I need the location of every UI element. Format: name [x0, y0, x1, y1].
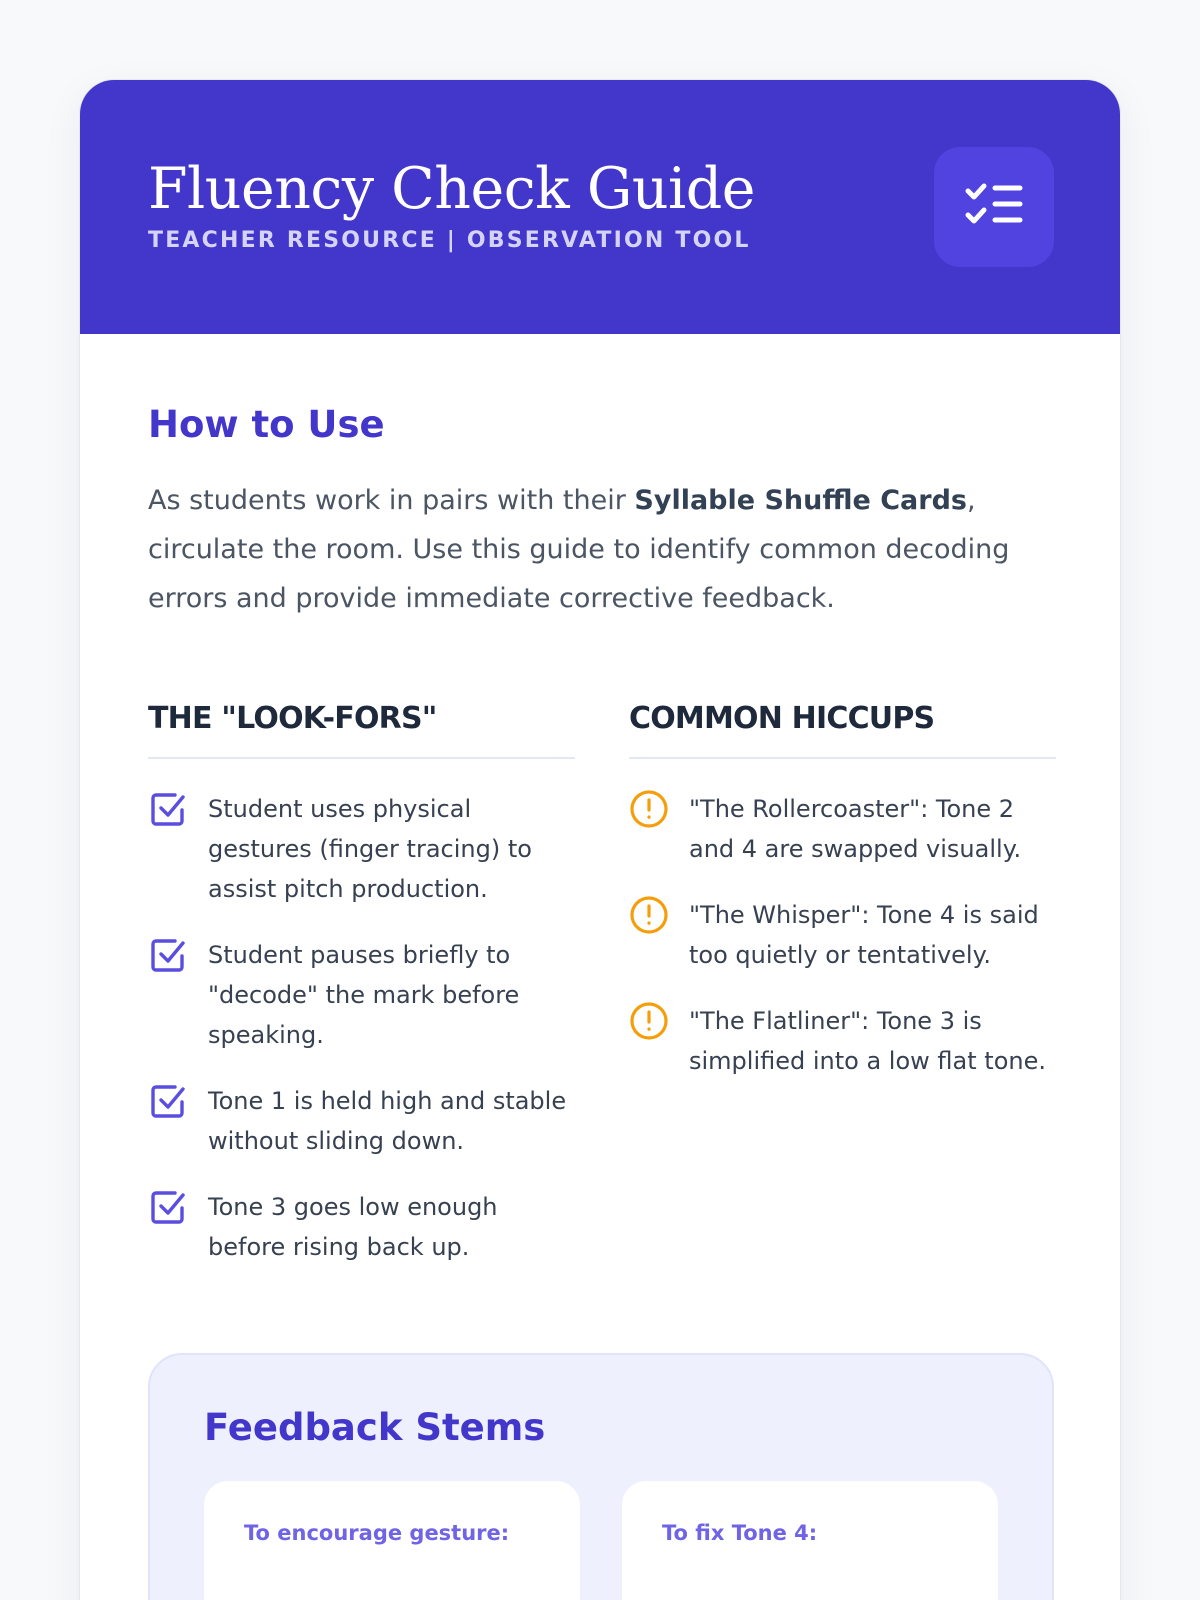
- checkbox-checked-icon: [148, 1081, 188, 1121]
- feedback-stems-list: [204, 1481, 998, 1600]
- checkbox-checked-icon: [148, 935, 188, 975]
- columns: [148, 701, 1054, 1293]
- look-for-item: [148, 935, 575, 1055]
- look-for-item: [148, 789, 575, 909]
- alert-circle-icon: [629, 789, 669, 829]
- hiccup-text: "The Rollercoaster": Tone 2 and 4 are swapped visually.: [689, 795, 1022, 863]
- alert-circle-icon: [629, 1001, 669, 1041]
- hiccups-column: [629, 701, 1056, 1293]
- hiccup-text: "The Whisper": Tone 4 is said too quietly or tentatively.: [689, 901, 1039, 969]
- hiccup-item: [629, 1001, 1056, 1081]
- look-for-text: Student pauses briefly to "decode" the mark before speaking.: [208, 941, 520, 1049]
- page-title: Fluency Check Guide: [148, 156, 756, 222]
- checkbox-checked-icon: [148, 789, 188, 829]
- feedback-stems-title: Feedback Stems: [204, 1406, 546, 1449]
- look-for-text: Tone 3 goes low enough before rising back up.: [208, 1193, 498, 1261]
- feedback-stem-label: To encourage gesture:: [244, 1521, 510, 1545]
- how-to-use-title: How to Use: [148, 403, 385, 446]
- checklist-icon: [934, 147, 1054, 267]
- hiccup-item: [629, 789, 1056, 869]
- look-for-text: Student uses physical gestures (finger tracing) to assist pitch production.: [208, 795, 532, 903]
- look-fors-list: [148, 789, 575, 1267]
- feedback-stems-panel: [148, 1353, 1054, 1600]
- hiccup-item: [629, 895, 1056, 975]
- hiccup-text: "The Flatliner": Tone 3 is simplified into a low flat tone.: [689, 1007, 1046, 1075]
- look-for-text: Tone 1 is held high and stable without sliding down.: [208, 1087, 567, 1155]
- intro-text-end: , circulate the room. Use this guide to identify common decoding errors and provide immediate corrective feedback.: [148, 485, 1010, 614]
- hiccups-list: [629, 789, 1056, 1081]
- look-for-item: [148, 1187, 575, 1267]
- look-fors-heading: THE "LOOK-FORS": [148, 701, 575, 759]
- page-subtitle: TEACHER RESOURCE | OBSERVATION TOOL: [148, 228, 751, 253]
- checkbox-checked-icon: [148, 1187, 188, 1227]
- alert-circle-icon: [629, 895, 669, 935]
- look-fors-column: [148, 701, 575, 1293]
- feedback-stem-card: [622, 1481, 998, 1600]
- look-for-item: [148, 1081, 575, 1161]
- how-to-use-text: [148, 476, 1028, 623]
- intro-text-bold: Syllable Shuffle Cards: [634, 485, 967, 516]
- main-content: [80, 334, 1120, 1600]
- feedback-stem-card: [204, 1481, 580, 1600]
- guide-card: [80, 80, 1120, 1600]
- hiccups-heading: COMMON HICCUPS: [629, 701, 1056, 759]
- intro-text-start: As students work in pairs with their: [148, 485, 635, 516]
- feedback-stem-label: To fix Tone 4:: [662, 1521, 818, 1545]
- header-banner: [80, 80, 1120, 334]
